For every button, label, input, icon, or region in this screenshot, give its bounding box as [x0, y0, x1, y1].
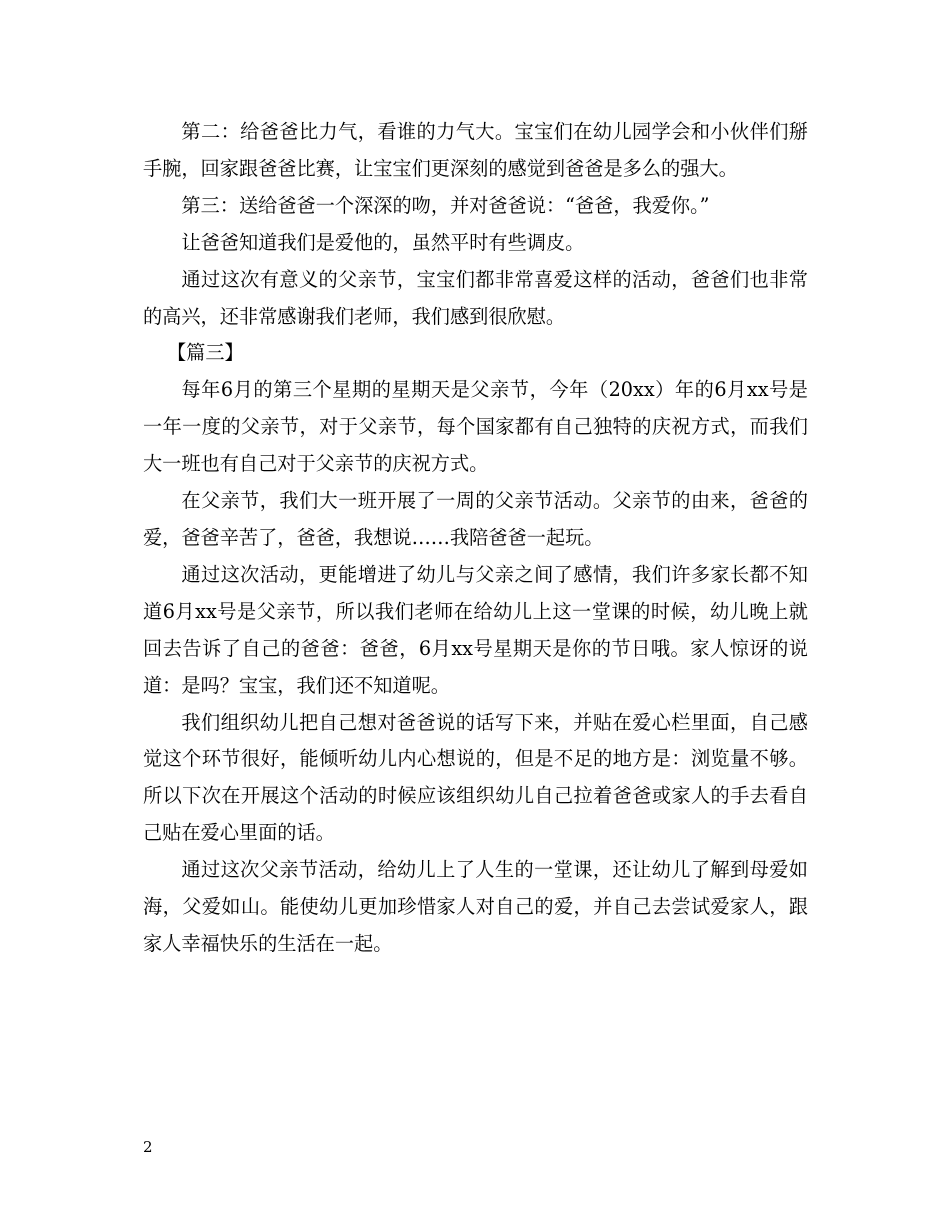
paragraph-love-board: 我们组织幼儿把自己想对爸爸说的话写下来，并贴在爱心栏里面，自己感觉这个环节很好，能倾听幼儿内心想说的，但是不足的地方是：浏览量不够。所以下次在开展这个活动的时候应该组织幼儿自己拉着爸爸或家人的手去看自己贴在爱心里面的话。 — [143, 710, 808, 845]
paragraph-conclusion: 通过这次父亲节活动，给幼儿上了人生的一堂课，还让幼儿了解到母爱如海，父爱如山。能使幼儿更加珍惜家人对自己的爱，并自己去尝试爱家人，跟家人幸福快乐的生活在一起。 — [143, 858, 808, 955]
document-body — [143, 114, 808, 963]
paragraph-feelings: 通过这次活动，更能增进了幼儿与父亲之间了感情，我们许多家长都不知道6月xx号是父亲节，所以我们老师在给幼儿上这一堂课的时候，幼儿晚上就回去告诉了自己的爸爸：爸爸，6月xx号星期天是你的节日哦。家人惊讶的说道：是吗？宝宝，我们还不知道呢。 — [143, 562, 808, 697]
paragraph-summary: 通过这次有意义的父亲节，宝宝们都非常喜爱这样的活动，爸爸们也非常的高兴，还非常感谢我们老师，我们感到很欣慰。 — [143, 267, 808, 328]
paragraph-fathers-day-intro: 每年6月的第三个星期的星期天是父亲节，今年（20xx）年的6月xx号是一年一度的父亲节，对于父亲节，每个国家都有自己独特的庆祝方式，而我们大一班也有自己对于父亲节的庆祝方式。 — [143, 378, 808, 476]
paragraph-kiss: 第三：送给爸爸一个深深的吻，并对爸爸说：“爸爸，我爱你。” — [181, 193, 710, 217]
section-heading: 【篇三】 — [167, 341, 244, 365]
paragraph-love: 让爸爸知道我们是爱他的，虽然平时有些调皮。 — [181, 230, 585, 254]
page-number: 2 — [143, 1138, 153, 1156]
paragraph-contest: 第二：给爸爸比力气，看谁的力气大。宝宝们在幼儿园学会和小伙伴们掰手腕，回家跟爸爸比赛，让宝宝们更深刻的感觉到爸爸是多么的强大。 — [143, 120, 808, 180]
paragraph-activities: 在父亲节，我们大一班开展了一周的父亲节活动。父亲节的由来，爸爸的爱，爸爸辛苦了，爸爸，我想说……我陪爸爸一起玩。 — [143, 489, 808, 549]
